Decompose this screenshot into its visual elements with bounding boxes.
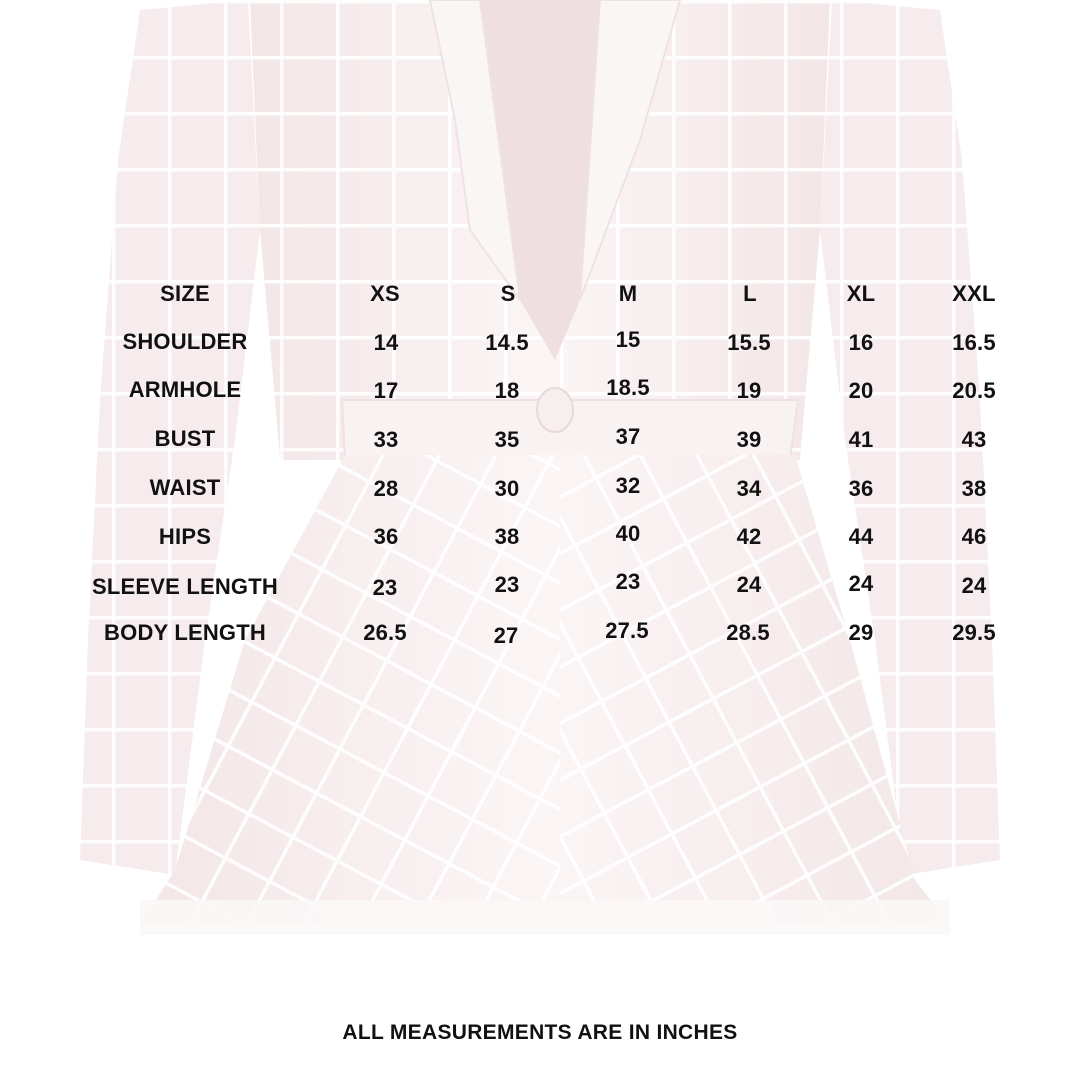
bust-l: 39 [736, 427, 762, 452]
size-header-m: M [618, 281, 638, 306]
armhole-l: 19 [736, 378, 762, 403]
body-length-s: 27 [493, 623, 519, 648]
sleeve-length-l: 24 [736, 572, 762, 597]
bust-xl: 41 [848, 427, 874, 452]
button-icon [537, 388, 573, 432]
waist-l: 34 [736, 476, 762, 501]
armhole-xxl: 20.5 [952, 378, 996, 403]
body-length-xxl: 29.5 [952, 620, 996, 645]
armhole-s: 18 [494, 378, 520, 403]
row-label-waist: WAIST [149, 475, 221, 500]
waist-xl: 36 [848, 476, 874, 501]
hem [140, 900, 950, 935]
waist-s: 30 [494, 476, 520, 501]
waist-m: 32 [615, 473, 641, 498]
armhole-xl: 20 [848, 378, 874, 403]
shoulder-s: 14.5 [485, 330, 529, 355]
hips-m: 40 [615, 521, 641, 546]
size-header-xl: XL [846, 281, 876, 306]
bust-s: 35 [494, 427, 520, 452]
sleeve-length-m: 23 [615, 569, 641, 594]
row-label-body-length: BODY LENGTH [104, 620, 266, 645]
armhole-m: 18.5 [606, 375, 650, 400]
bust-xxl: 43 [961, 427, 987, 452]
size-header-xxl: XXL [952, 281, 996, 306]
hips-s: 38 [494, 524, 520, 549]
size-header-xs: XS [370, 281, 400, 306]
size-header-l: L [743, 281, 757, 306]
shoulder-xl: 16 [848, 330, 874, 355]
row-label-shoulder: SHOULDER [122, 329, 248, 354]
shoulder-l: 15.5 [727, 330, 771, 355]
shoulder-m: 15 [615, 327, 641, 352]
shoulder-xs: 14 [373, 330, 399, 355]
row-label-sleeve-length: SLEEVE LENGTH [92, 574, 278, 599]
hips-xl: 44 [848, 524, 874, 549]
row-label-armhole: ARMHOLE [128, 377, 242, 402]
body-length-l: 28.5 [726, 620, 770, 645]
sleeve-length-xl: 24 [848, 571, 874, 596]
size-header-s: S [500, 281, 516, 306]
body-length-xl: 29 [848, 620, 874, 645]
body-length-m: 27.5 [605, 618, 649, 643]
armhole-xs: 17 [373, 378, 399, 403]
shoulder-xxl: 16.5 [952, 330, 996, 355]
sleeve-length-xxl: 24 [961, 573, 987, 598]
bust-xs: 33 [373, 427, 399, 452]
hips-xs: 36 [373, 524, 399, 549]
waist-xs: 28 [373, 476, 399, 501]
waist-xxl: 38 [961, 476, 987, 501]
sleeve-length-xs: 23 [372, 575, 398, 600]
sleeve-length-s: 23 [494, 572, 520, 597]
hips-l: 42 [736, 524, 762, 549]
row-label-hips: HIPS [158, 524, 212, 549]
body-length-xs: 26.5 [363, 620, 407, 645]
measurement-units-note: ALL MEASUREMENTS ARE IN INCHES [342, 1021, 738, 1044]
hips-xxl: 46 [961, 524, 987, 549]
size-column-header: SIZE [160, 281, 210, 306]
row-label-bust: BUST [154, 426, 216, 451]
bust-m: 37 [615, 424, 641, 449]
